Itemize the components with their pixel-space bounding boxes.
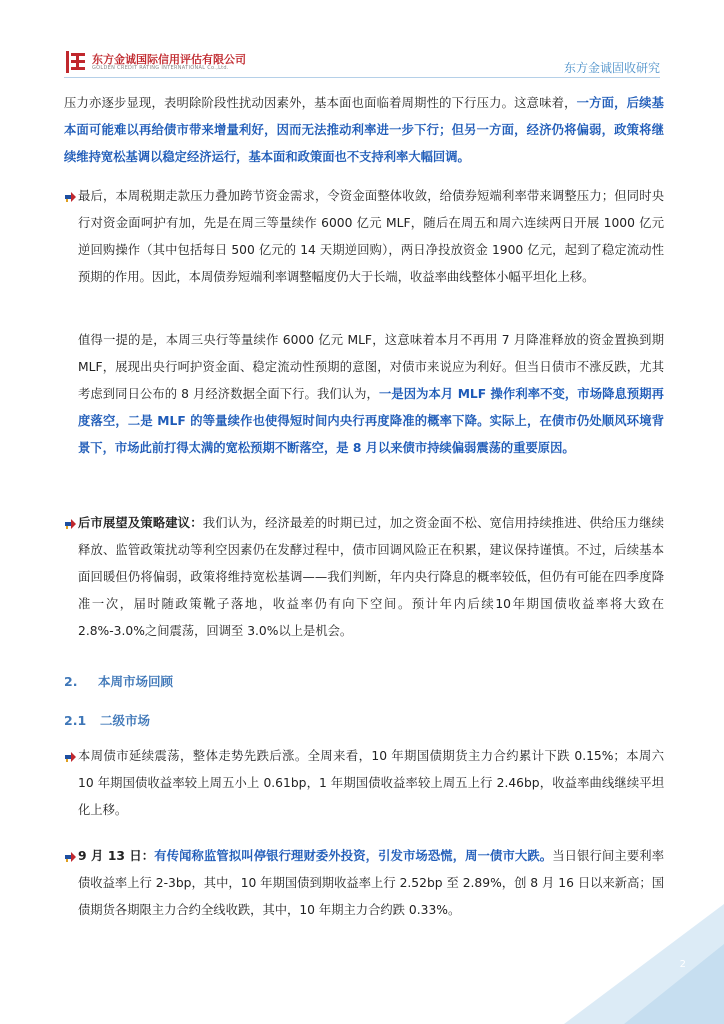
paragraph-3: 值得一提的是，本周三央行等量续作 6000 亿元 MLF，这意味着本月不再用 7 月降准释放的资金置换到期 MLF，展现出央行呵护资金面、稳定流动性预期的意图，对债市来说应为利好。但当日债市不涨反跌，尤其考虑到同日公布的 8 月经济数据全面下行。我们认为，一是因为本月 MLF 操作利率不变，市场降息预期再度落空，二是 MLF 的等量续作也使得短时间内央行再度降准的概率下降。实际上，在债市仍处顺风环境背景下，市场此前打得太满的宽松预期不断落空，是 8 月以来债市持续偏弱震荡的重要原因。 [78,333,664,455]
company-name-en: GOLDEN CREDIT RATING INTERNATIONAL Co.,Ltd. [92,65,229,71]
bullet-arrow-icon [64,851,76,863]
brand-title: 东方金诚固收研究 [563,61,660,75]
bullet-arrow-icon [64,518,76,530]
company-name-cn: 东方金诚国际信用评估有限公司 [92,53,246,66]
bullet-arrow-icon [64,751,76,763]
company-logo-icon [66,51,86,73]
paragraph-6: 9 月 13 日：有传闻称监管拟叫停银行理财委外投资，引发市场恐慌，周一债市大跌。当日银行间主要利率债收益率上行 2-3bp，其中，10 年期国债到期收益率上行 2.52bp 至 2.89%，创 8 月 16 日以来新高；国债期货各期限主力合约全线收跌，其中，10 年期主力合约跌 0.33%。 [78,849,664,917]
section-heading-2-1: 2.1 二级市场 [64,713,151,728]
paragraph-1: 压力亦逐步显现，表明除阶段性扰动因素外，基本面也面临着周期性的下行压力。这意味着，一方面，后续基本面可能难以再给债市带来增量利好，因而无法推动利率进一步下行；但另一方面，经济仍将偏弱，政策将继续维持宽松基调以稳定经济运行，基本面和政策面也不支持利率大幅回调。 [64,96,664,164]
bullet-arrow-icon [64,191,76,203]
paragraph-4: 后市展望及策略建议：我们认为，经济最差的时期已过，加之资金面不松、宽信用持续推进、供给压力继续释放、监管政策扰动等利空因素仍在发酵过程中，债市回调风险正在积累，建议保持谨慎。不过，后续基本面回暖但仍将偏弱，政策将维持宽松基调——我们判断，年内央行降息的概率较低，但仍有可能在四季度降准一次，届时随政策靴子落地，收益率仍有向下空间。预计年内后续10年期国债收益率将大致在 2.8%-3.0%之间震荡，回调至 3.0%以上是机会。 [78,516,664,638]
paragraph-2: 最后，本周税期走款压力叠加跨节资金需求，令资金面整体收敛，给债券短端利率带来调整压力；但同时央行对资金面呵护有加，先是在周三等量续作 6000 亿元 MLF，随后在周五和周六连续两日开展 1000 亿元逆回购操作（其中包括每日 500 亿元的 14 天期逆回购），两日净投放资金 1900 亿元，起到了稳定流动性预期的作用。因此，本周债券短端利率调整幅度仍大于长端，收益率曲线整体小幅平坦化上移。 [78,189,664,284]
header-divider [64,77,660,78]
page-header [0,0,724,80]
section-heading-2: 2. 本周市场回顾 [64,674,174,689]
decorative-corner [524,874,724,1024]
page-number: 2 [679,959,686,970]
paragraph-5: 本周债市延续震荡，整体走势先跌后涨。全周来看，10 年期国债期货主力合约累计下跌 0.15%；本周六 10 年期国债收益率较上周五小上 0.61bp，1 年期国债收益率较上周五上行 2.46bp，收益率曲线继续平坦化上移。 [78,749,664,817]
